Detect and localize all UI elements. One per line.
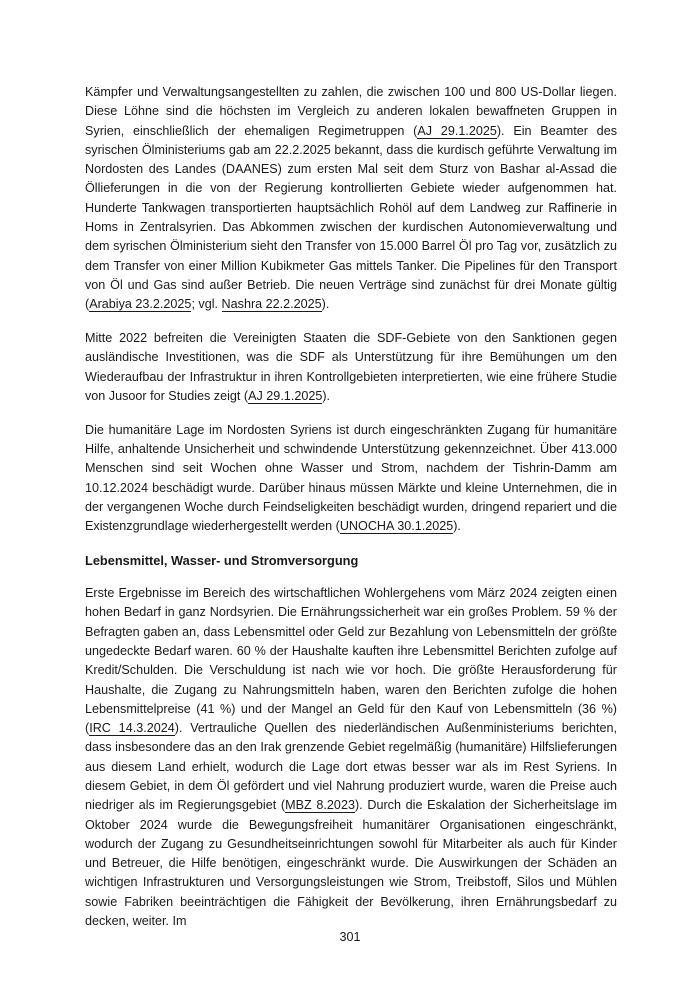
paragraph-humanitarian xyxy=(85,421,617,537)
text-span: Die humanitäre Lage im Nordosten Syriens ist durch eingeschränkten Zugang für humanitäre Hilfe, anhaltende Unsicherheit und schwindende Unterstützung gekennzeichnet. Über 413.000 Menschen sind seit Wochen ohne Wasser und Strom, nachdem der Tishrin-Damm am 10.12.2024 beschädigt wurde. Darüber hinaus müssen Märkte und kleine Unternehmen, die in der vergangenen Woche durch Feindseligkeiten beschädigt wurden, dringend repariert und die Existenzgrundlage wiederhergestellt werden ( xyxy=(85,422,617,534)
text-span: Kämpfer und Verwaltungsangestellten zu zahlen, die zwischen 100 und 800 US-Dollar liegen. Diese Löhne sind die höchsten im Vergleich zu anderen lokalen bewaffneten Gruppen in Syrien, einschließlich der ehemaligen Regimetruppen ( xyxy=(85,85,617,138)
text-span: ; vgl. xyxy=(191,297,222,312)
text-span: ). xyxy=(453,519,461,534)
text-span: ). Durch die Eskalation der Sicherheitslage im Oktober 2024 wurde die Bewegungsfreiheit humanitärer Organisationen eingeschränkt, wodurch der Zugang zu Gesundheitseinrichtungen sowohl für Mitarbeiter als auch für Kinder und Betreuer, die Hilfe benötigen, eingeschränkt wurde. Die Auswirkungen der Schäden an wichtigen Infrastrukturen und Versorgungsleistungen wie Strom, Treibstoff, Silos und Mühlen sowie Fabriken beeinträchtigen die Fähigkeit der Bevölkerung, ihren Ernährungsbedarf zu decken, weiter. Im xyxy=(85,798,617,929)
text-span: Erste Ergebnisse im Bereich des wirtschaftlichen Wohlergehens vom März 2024 zeigten einen hohen Bedarf in ganz Nordsyrien. Die Ernährungssicherheit war ein großes Problem. 59 % der Befragten gaben an, dass Lebensmittel oder Geld zur Bezahlung von Lebensmitteln der größte ungedeckte Bedarf waren. 60 % der Haushalte kauften ihre Lebensmittel Berichten zufolge auf Kredit/Schulden. Die Verschuldung ist nach wie vor hoch. Die größte Herausforderung für Haushalte, die Zugang zu Nahrungsmitteln haben, waren den Berichten zufolge die hohen Lebensmittelpreise (41 %) und der Mangel an Geld für den Kauf von Lebensmitteln (36 %) ( xyxy=(85,586,617,736)
paragraph-oil-deliveries xyxy=(85,83,617,315)
source-link-mbz[interactable]: MBZ 8.2023 xyxy=(285,798,355,813)
source-link-nashra[interactable]: Nashra 22.2.2025 xyxy=(221,297,322,312)
source-link-arabiya[interactable]: Arabiya 23.2.2025 xyxy=(89,297,192,312)
source-link-irc[interactable]: IRC 14.3.2024 xyxy=(89,721,175,736)
text-span: Mitte 2022 befreiten die Vereinigten Staaten die SDF-Gebiete von den Sanktionen gegen ausländische Investitionen, was die SDF als Unterstützung für ihre Bemühungen um den Wiederaufbau der Infrastruktur in ihren Kontrollgebieten interpretierten, wie eine frühere Studie von Jusoor for Studies zeigt ( xyxy=(85,331,617,403)
source-link-unocha[interactable]: UNOCHA 30.1.2025 xyxy=(339,519,454,534)
body-text xyxy=(85,83,617,946)
page-number: 301 xyxy=(339,930,361,944)
text-span: ). Ein Beamter des syrischen Ölministeriums gab am 22.2.2025 bekannt, dass die kurdisch geführte Verwaltung im Nordosten des Landes (DAANES) zum ersten Mal seit dem Sturz von Bashar al-Assad die Öllieferungen in die von der Regierung kontrollierten Gebiete wieder aufgenommen hat. Hunderte Tankwagen transportierten hauptsächlich Rohöl auf dem Landweg zur Raffinerie in Homs in Zentralsyrien. Das Abkommen zwischen der kurdischen Autonomieverwaltung und dem syrischen Ölministerium sieht den Transfer von 15.000 Barrel Öl pro Tag vor, zusätzlich zu dem Transfer von einer Million Kubikmeter Gas mittels Tanker. Die Pipelines für den Transport von Öl und Gas sind außer Betrieb. Die neuen Verträge sind zunächst für drei Monate gültig ( xyxy=(85,123,617,312)
source-link-aj[interactable]: AJ 29.1.2025 xyxy=(417,123,497,138)
text-span: ). xyxy=(322,388,331,403)
text-span: ). Vertrauliche Quellen des niederländischen Außenministeriums berichten, dass insbesondere das an den Irak grenzende Gebiet regelmäßig (humanitäre) Hilfslieferungen aus diesem Land erhielt, wodurch die Lage dort etwas besser war als im Rest Syriens. In diesem Gebiet, in dem Öl gefördert und viel Nahrung produziert wurde, waren die Preise auch niedriger als im Regierungsgebiet ( xyxy=(85,721,618,813)
source-link-aj[interactable]: AJ 29.1.2025 xyxy=(248,388,323,403)
paragraph-food-supply xyxy=(85,584,617,931)
section-heading: Lebensmittel, Wasser- und Stromversorgung xyxy=(85,553,359,569)
paragraph-sanctions xyxy=(85,329,617,406)
text-span: ). xyxy=(321,297,330,312)
